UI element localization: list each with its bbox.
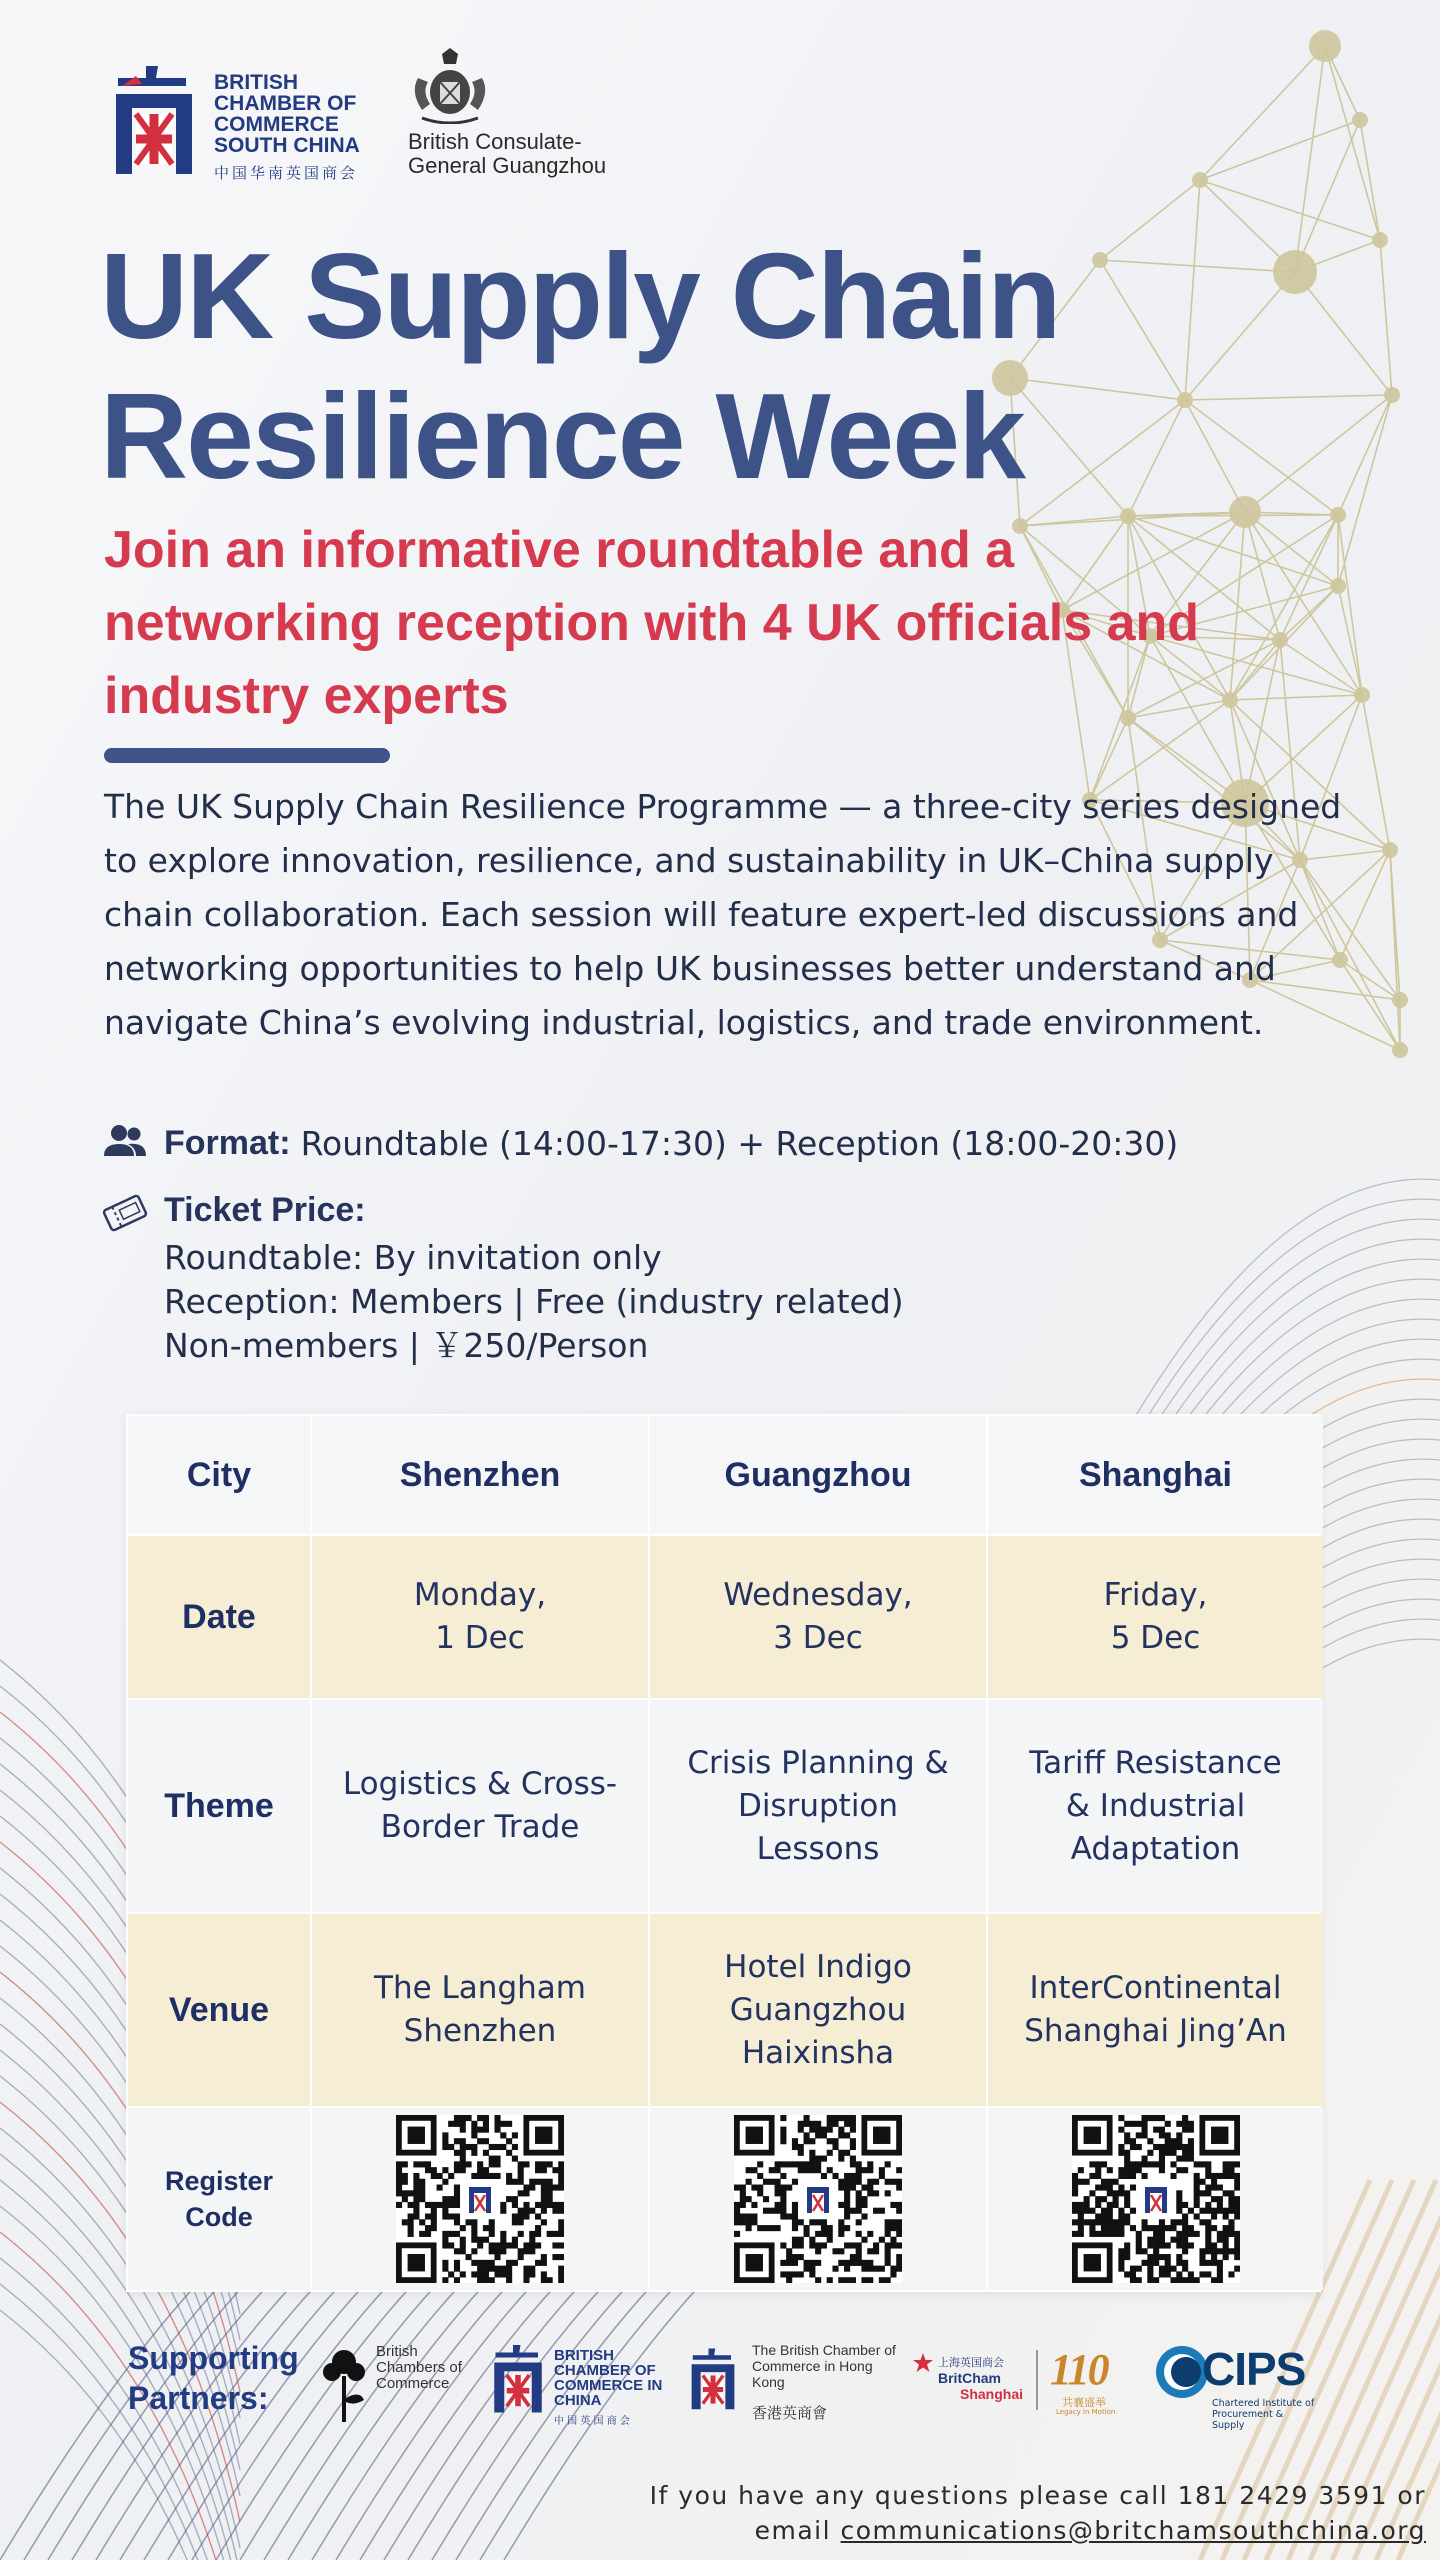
consulate-name: British Consulate-General Guangzhou <box>408 129 607 178</box>
venue-shanghai: InterContinental Shanghai Jing’An <box>988 1914 1323 2106</box>
anniversary-en: Legacy in Motion <box>1056 2408 1116 2416</box>
bcc-south-china-logo <box>106 62 374 183</box>
venue-guangzhou: Hotel Indigo Guangzhou Haixinsha <box>650 1914 986 2106</box>
people-icon <box>102 1120 148 1166</box>
ticket-line-reception: Reception: Members | Free (industry related) <box>164 1282 904 1321</box>
britcham-shanghai-city: Shanghai <box>960 2386 1024 2402</box>
bcc-china-name: BRITISH CHAMBER OF COMMERCE IN CHINA <box>554 2347 663 2409</box>
title-divider <box>104 748 390 763</box>
royal-crest-icon <box>408 48 492 124</box>
row-label-venue: Venue <box>128 1914 310 2106</box>
theme-guangzhou: Crisis Planning & Disruption Lessons <box>650 1700 986 1912</box>
bcc-hk-emblem-icon <box>686 2342 740 2418</box>
bcc-uk-name: British Chambers of Commerce <box>376 2343 462 2392</box>
consulate-logo <box>408 48 618 178</box>
header-city-shanghai: Shanghai <box>988 1416 1323 1534</box>
bcc-emblem-icon <box>106 62 202 182</box>
date-shenzhen: Monday, 1 Dec <box>312 1536 648 1698</box>
qr-code-shenzhen[interactable] <box>396 2115 564 2283</box>
bcc-name: BRITISH CHAMBER OF COMMERCE SOUTH CHINA <box>214 71 360 157</box>
partner-110-anniversary <box>1050 2344 1130 2424</box>
date-guangzhou: Wednesday, 3 Dec <box>650 1536 986 1698</box>
format-info <box>102 1120 1178 1166</box>
qr-cell-shanghai <box>988 2108 1323 2290</box>
row-label-register: Register Code <box>128 2108 310 2290</box>
star-icon <box>912 2352 934 2374</box>
contact-info <box>650 2478 1426 2548</box>
partner-bcc-china <box>488 2336 678 2426</box>
anniversary-cn: 共襄盛举 <box>1062 2396 1106 2409</box>
contact-email-prefix: email <box>754 2516 841 2545</box>
qr-cell-guangzhou <box>650 2108 986 2290</box>
hk-chamber-name-cn: 香港英商會 <box>752 2404 828 2422</box>
format-value: Roundtable (14:00-17:30) + Reception (18:00-20:30) <box>300 1123 1179 1163</box>
partner-separator <box>1036 2350 1038 2410</box>
bcc-china-emblem-icon <box>488 2340 548 2420</box>
row-label-date: Date <box>128 1536 310 1698</box>
qr-code-guangzhou[interactable] <box>734 2115 902 2283</box>
ticket-info <box>102 1190 904 1368</box>
bcc-china-name-cn: 中 国 英 国 商 会 <box>554 2416 630 2427</box>
page-subtitle: Join an informative roundtable and a networking reception with 4 UK officials and industry experts <box>104 521 1200 725</box>
ticket-line-roundtable: Roundtable: By invitation only <box>164 1238 662 1277</box>
partner-bcc-hong-kong <box>686 2340 900 2430</box>
date-shanghai: Friday, 5 Dec <box>988 1536 1323 1698</box>
theme-shenzhen: Logistics & Cross- Border Trade <box>312 1700 648 1912</box>
format-label: Format: <box>164 1123 291 1162</box>
partner-cips <box>1154 2342 1314 2432</box>
qr-code-shanghai[interactable] <box>1072 2115 1240 2283</box>
britcham-shanghai-name: BritCham <box>938 2370 1002 2386</box>
cips-full-name: Chartered Institute of Procurement & Supply <box>1212 2398 1315 2431</box>
contact-email-link[interactable]: communications@britchamsouthchina.org <box>840 2516 1426 2545</box>
page-title: UK Supply Chain Resilience Week <box>100 228 1060 504</box>
rose-icon <box>316 2342 372 2426</box>
hk-chamber-name: The British Chamber of Commerce in Hong Kong <box>752 2342 896 2390</box>
row-label-theme: Theme <box>128 1700 310 1912</box>
britcham-shanghai-cn: 上海英国商会 <box>938 2356 1004 2369</box>
programme-description: The UK Supply Chain Resilience Programme — a three-city series designed to explore innovation, resilience, and sustainability in UK–China supply chain collaboration. Each session will feature expert-led discussions and networking opportunities to help UK businesses better understand and navigate China’s evolving industrial, logistics, and trade environment. <box>104 787 1342 1042</box>
partners-label: Supporting Partners: <box>128 2340 299 2416</box>
header-city-label: City <box>128 1416 310 1534</box>
venue-shenzhen: The Langham Shenzhen <box>312 1914 648 2106</box>
anniversary-number: 110 <box>1050 2345 1108 2394</box>
contact-line: If you have any questions please call 181 2429 3591 or <box>649 2481 1426 2510</box>
qr-cell-shenzhen <box>312 2108 648 2290</box>
bcc-name-cn: 中国华南英国商会 <box>214 164 359 182</box>
ticket-icon <box>102 1190 148 1236</box>
ticket-line-nonmembers: Non-members | ￥250/Person <box>164 1326 649 1365</box>
partner-britcham-shanghai <box>912 2352 1022 2412</box>
partner-british-chambers <box>316 2338 466 2428</box>
header-city-guangzhou: Guangzhou <box>650 1416 986 1534</box>
header-city-shenzhen: Shenzhen <box>312 1416 648 1534</box>
theme-shanghai: Tariff Resistance & Industrial Adaptation <box>988 1700 1323 1912</box>
cips-name: CIPS <box>1202 2343 1306 2395</box>
ticket-price-lines <box>164 1236 904 1368</box>
schedule-table <box>126 1414 1321 2292</box>
ticket-label: Ticket Price: <box>164 1191 366 1229</box>
